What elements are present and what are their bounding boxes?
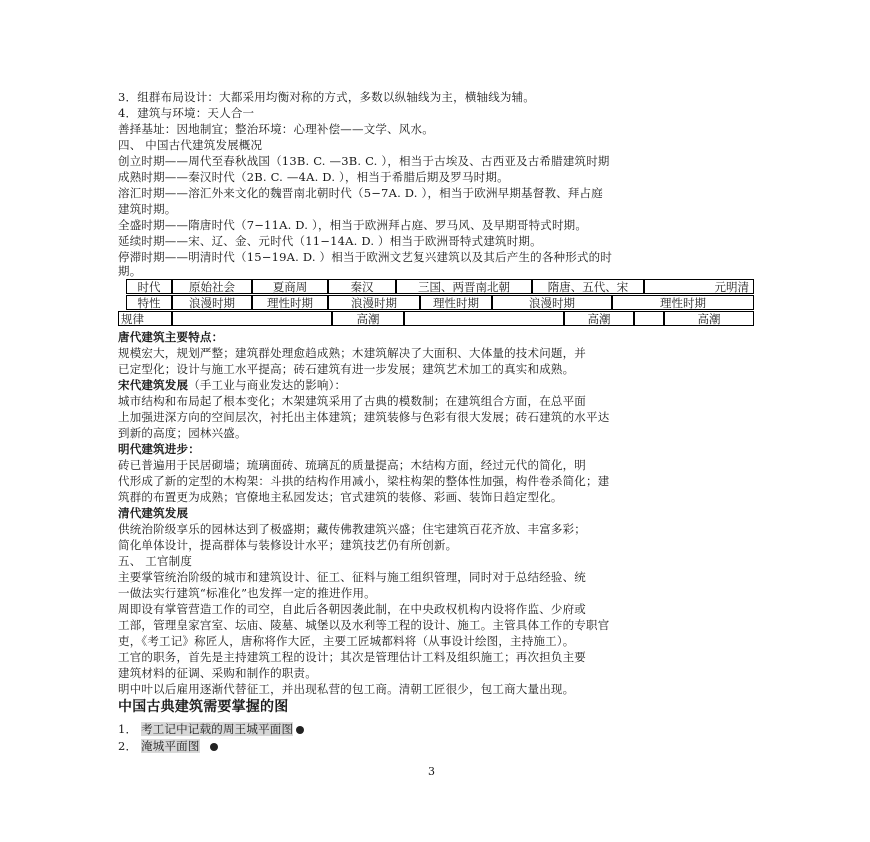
text-line: 到新的高度；园林兴盛。 [118,426,247,440]
era-table-row-pattern [118,311,758,327]
table-cell: 理性时期 [252,295,328,310]
section-title: 清代建筑发展 [118,506,189,520]
text-line: 上加强进深方向的空间层次，衬托出主体建筑；建筑装修与色彩有很大发展；砖石建筑的水平达 [118,410,610,424]
table-cell: 理性时期 [420,295,492,310]
bullet-dot-icon [296,726,304,734]
era-table-row-character [118,295,758,311]
text-line: 砖已普遍用于民居砌墙；琉璃面砖、琉璃瓦的质量提高；木结构方面，经过元代的简化，明 [118,458,586,472]
text-line: 周即设有掌管营造工作的司空，自此后各朝因袭此制，在中央政权机构内设将作监、少府或 [118,602,586,616]
text-line: 3．组群布局设计：大都采用均衡对称的方式，多数以纵轴线为主，横轴线为辅。 [118,90,536,104]
table-cell: 浪漫时期 [172,295,252,310]
text-line: 建筑材料的征调、采购和制作的职责。 [118,666,317,680]
table-cell-empty [172,311,332,326]
table-cell: 理性时期 [612,295,754,310]
text-line: 4．建筑与环境：天人合一 [118,106,255,120]
table-cell: 秦汉 [328,279,396,294]
text-line: 建筑时期。 [118,202,177,216]
text-line: 溶汇时期——溶汇外来文化的魏晋南北朝时代（5−7A. D. ），相当于欧洲早期基督教、拜占庭 [118,186,603,200]
table-cell-empty [404,311,564,326]
figure-link[interactable]: 考工记中记载的周王城平面图 [141,722,294,736]
section-heading: 四、 中国古代建筑发展概况 [118,138,263,152]
section-heading: 五、 工官制度 [118,554,193,568]
text-line: 主要掌管统治阶级的城市和建筑设计、征工、征料与施工组织管理，同时对于总结经验、统 [118,570,586,584]
table-cell: 高潮 [664,311,754,326]
page-number: 3 [428,765,435,778]
table-cell: 夏商周 [252,279,328,294]
text-line: 创立时期——周代至春秋战国（13B. C. —3B. C. ），相当于古埃及、古西亚及古希腊建筑时期 [118,154,610,168]
text-line: 全盛时期——隋唐时代（7−11A. D. ），相当于欧洲拜占庭、罗马风、及早期哥特式时期。 [118,218,588,232]
table-cell: 特性 [126,295,172,310]
text-line: 规模宏大，规划严整；建筑群处理愈趋成熟；木建筑解决了大面积、大体量的技术问题，并 [118,346,586,360]
table-cell: 高潮 [332,311,404,326]
table-cell: 高潮 [564,311,634,326]
table-cell: 原始社会 [172,279,252,294]
text-line: 明中叶以后雇用逐渐代替征工，并出现私营的包工商。清朝工匠很少，包工商大量出现。 [118,682,575,696]
table-cell: 隋唐、五代、宋 [532,279,644,294]
text-line: 筑群的布置更为成熟；官僚地主私园发达；官式建筑的装修、彩画、装饰日趋定型化。 [118,490,563,504]
list-number: 1． [118,722,138,736]
table-cell: 三国、两晋南北朝 [396,279,532,294]
bullet-dot-icon [210,743,218,751]
text-line: 一做法实行建筑“标准化”也发挥一定的推进作用。 [118,586,376,600]
section-title-suffix: （手工业与商业发达的影响）： [188,378,347,392]
table-cell: 规律 [118,311,172,326]
list-item [118,722,758,737]
text-line: 吏，《考工记》称匠人，唐称将作大匠，主要工匠城都料将（从事设计绘图，主持施工）。 [118,634,575,648]
text-line: 成熟时期——秦汉时代（2B. C. —4A. D. ），相当于希腊后期及罗马时期。 [118,170,509,184]
text-line: 简化单体设计，提高群体与装修设计水平；建筑技艺仍有所创新。 [118,538,458,552]
list-number: 2． [118,739,138,753]
text-line: 工官的职务，首先是主持建筑工程的设计；其次是管理估计工料及组织施工；再次担负主要 [118,650,586,664]
text-line: 停滞时期——明清时代（15−19A. D. ）相当于欧洲文艺复兴建筑以及其后产生的各种形式的时 [118,250,613,264]
text-line: 城市结构和布局起了根本变化；木架建筑采用了古典的模数制；在建筑组合方面，在总平面 [118,394,586,408]
section-title: 明代建筑进步： [118,442,200,456]
text-line: 已定型化；设计与施工水平提高；砖石建筑有进一步发展；建筑艺术加工的真实和成熟。 [118,362,575,376]
list-item [118,739,758,754]
text-line: 供统治阶级享乐的园林达到了极盛期；藏传佛教建筑兴盛；住宅建筑百花齐放、丰富多彩； [118,522,586,536]
era-table-row-period [118,279,758,295]
section-title: 唐代建筑主要特点： [118,330,224,344]
table-cell: 浪漫时期 [492,295,612,310]
table-cell: 元明清 [644,279,754,294]
text-line: 善择基址：因地制宜；整治环境：心理补偿——文学、风水。 [118,122,434,136]
page-subheading: 中国古典建筑需要掌握的图 [118,699,289,715]
text-line: 工部，管理皇家宫室、坛庙、陵墓、城堡以及水利等工程的设计、施工。主管具体工作的专职官 [118,618,610,632]
figure-link[interactable]: 淹城平面图 [141,739,200,753]
section-title-line [118,378,758,393]
table-cell-empty [634,311,664,326]
text-line: 代形成了新的定型的木构架：斗拱的结构作用减小，梁柱构架的整体性加强，构件卷杀简化；建 [118,474,610,488]
text-line: 期。 [118,264,142,278]
table-cell: 浪漫时期 [328,295,420,310]
text-line: 延续时期——宋、辽、金、元时代（11−14A. D. ）相当于欧洲哥特式建筑时期。 [118,234,542,248]
section-title: 宋代建筑发展 [118,378,189,392]
table-cell: 时代 [126,279,172,294]
